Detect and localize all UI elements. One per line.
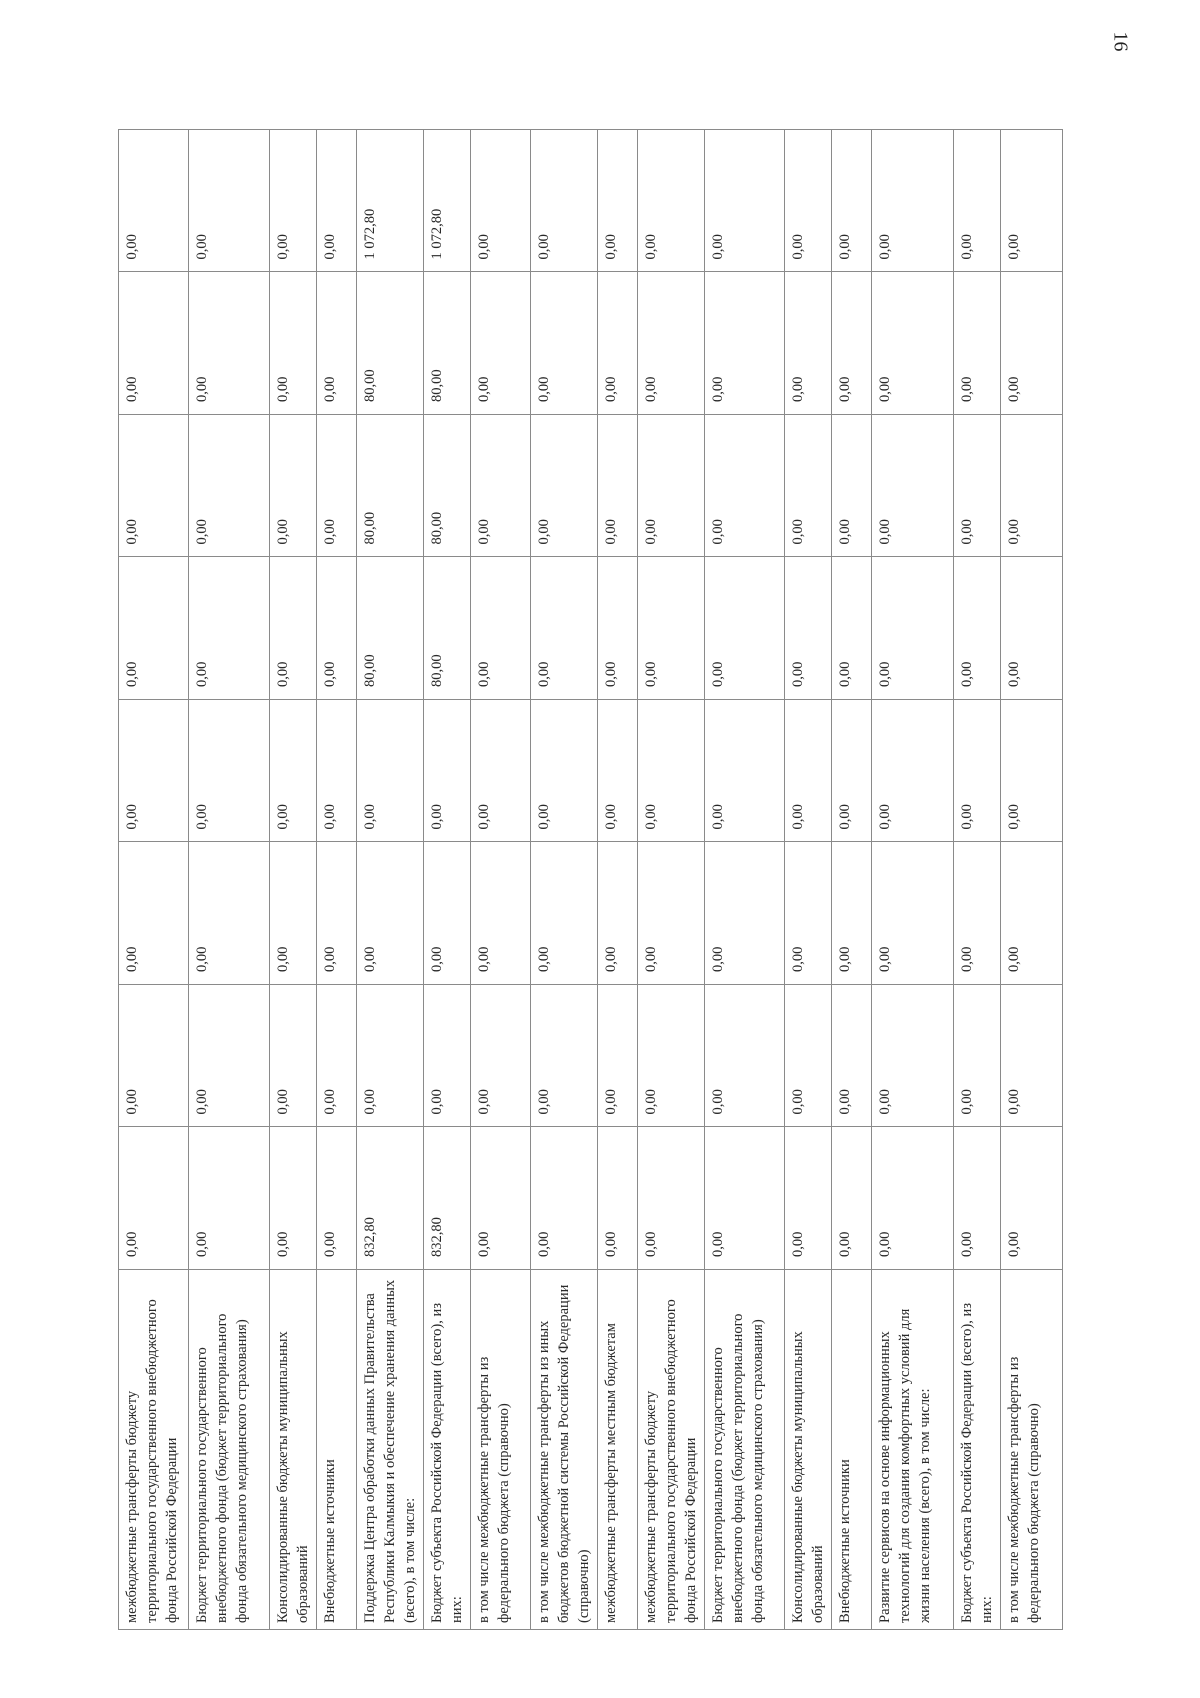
value-cell: 0,00: [189, 130, 270, 273]
value-cell: 0,00: [785, 985, 832, 1128]
value-cell: 0,00: [598, 985, 638, 1128]
value-cell: 0,00: [270, 1127, 317, 1270]
row-label: межбюджетные трансферты бюджету территориального государственного внебюджетного фонда Российской Федерации: [119, 1270, 189, 1630]
value-cell: 0,00: [1001, 272, 1063, 415]
row-label: межбюджетные трансферты бюджету территориального государственного внебюджетного фонда Российской Федерации: [638, 1270, 705, 1630]
value-cell: 80,00: [357, 557, 424, 700]
table-row: [317, 130, 357, 1630]
value-cell: 1 072,80: [357, 130, 424, 273]
value-cell: 80,00: [424, 557, 471, 700]
value-cell: 0,00: [189, 557, 270, 700]
value-cell: 0,00: [832, 557, 872, 700]
value-cell: 0,00: [119, 130, 189, 273]
value-cell: 0,00: [424, 700, 471, 843]
value-cell: 0,00: [189, 985, 270, 1128]
value-cell: 0,00: [954, 130, 1001, 273]
value-cell: 0,00: [119, 985, 189, 1128]
value-cell: 0,00: [189, 415, 270, 558]
value-cell: 0,00: [317, 1127, 357, 1270]
value-cell: 0,00: [471, 557, 531, 700]
value-cell: 0,00: [705, 1127, 785, 1270]
value-cell: 0,00: [357, 842, 424, 985]
row-label: Внебюджетные источники: [832, 1270, 872, 1630]
row-label: Поддержка Центра обработки данных Правительства Республики Калмыкия и обеспечение хранения данных (всего), в том числе:: [357, 1270, 424, 1630]
row-label: в том числе межбюджетные трансферты из иных бюджетов бюджетной системы Российской Федерации (справочно): [531, 1270, 598, 1630]
table-row: [189, 130, 270, 1630]
table-row: [785, 130, 832, 1630]
value-cell: 1 072,80: [424, 130, 471, 273]
value-cell: 0,00: [471, 842, 531, 985]
value-cell: 0,00: [705, 700, 785, 843]
table-row: [1001, 130, 1063, 1630]
budget-table: [118, 129, 1063, 1630]
value-cell: 0,00: [638, 985, 705, 1128]
value-cell: 0,00: [189, 842, 270, 985]
value-cell: 0,00: [705, 842, 785, 985]
value-cell: 0,00: [954, 985, 1001, 1128]
value-cell: 0,00: [872, 1127, 954, 1270]
value-cell: 0,00: [471, 130, 531, 273]
value-cell: 0,00: [424, 842, 471, 985]
value-cell: 0,00: [317, 130, 357, 273]
value-cell: 0,00: [598, 272, 638, 415]
value-cell: 0,00: [872, 985, 954, 1128]
value-cell: 0,00: [531, 272, 598, 415]
value-cell: 80,00: [357, 415, 424, 558]
value-cell: 0,00: [471, 272, 531, 415]
value-cell: 0,00: [317, 272, 357, 415]
row-label: Бюджет территориального государственного внебюджетного фонда (бюджет территориального фонда обязательного медицинского страхования): [189, 1270, 270, 1630]
value-cell: 0,00: [1001, 557, 1063, 700]
value-cell: 0,00: [638, 130, 705, 273]
table-row: [424, 130, 471, 1630]
value-cell: 0,00: [270, 557, 317, 700]
value-cell: 0,00: [832, 700, 872, 843]
page-number: 16: [1109, 31, 1132, 52]
value-cell: 0,00: [317, 415, 357, 558]
value-cell: 80,00: [424, 272, 471, 415]
value-cell: 0,00: [705, 557, 785, 700]
row-label: Внебюджетные источники: [317, 1270, 357, 1630]
value-cell: 0,00: [119, 700, 189, 843]
value-cell: 0,00: [189, 1127, 270, 1270]
value-cell: 0,00: [872, 130, 954, 273]
value-cell: 0,00: [638, 415, 705, 558]
value-cell: 0,00: [317, 842, 357, 985]
value-cell: 0,00: [832, 130, 872, 273]
value-cell: 0,00: [954, 842, 1001, 985]
value-cell: 0,00: [531, 130, 598, 273]
value-cell: 0,00: [531, 700, 598, 843]
value-cell: 0,00: [531, 985, 598, 1128]
value-cell: 0,00: [317, 985, 357, 1128]
table-row: [832, 130, 872, 1630]
value-cell: 0,00: [785, 415, 832, 558]
row-label: Консолидированные бюджеты муниципальных образований: [270, 1270, 317, 1630]
table-row: [471, 130, 531, 1630]
value-cell: 0,00: [872, 415, 954, 558]
value-cell: 0,00: [785, 272, 832, 415]
table-row: [531, 130, 598, 1630]
value-cell: 0,00: [1001, 130, 1063, 273]
value-cell: 0,00: [832, 1127, 872, 1270]
value-cell: 0,00: [270, 415, 317, 558]
value-cell: 0,00: [119, 557, 189, 700]
value-cell: 0,00: [357, 985, 424, 1128]
value-cell: 0,00: [471, 415, 531, 558]
row-label: Консолидированные бюджеты муниципальных образований: [785, 1270, 832, 1630]
table-row: [270, 130, 317, 1630]
value-cell: 0,00: [270, 130, 317, 273]
value-cell: 0,00: [832, 985, 872, 1128]
value-cell: 0,00: [1001, 1127, 1063, 1270]
value-cell: 0,00: [531, 842, 598, 985]
value-cell: 0,00: [785, 700, 832, 843]
value-cell: 0,00: [1001, 700, 1063, 843]
value-cell: 0,00: [119, 842, 189, 985]
value-cell: 0,00: [785, 130, 832, 273]
value-cell: 0,00: [357, 700, 424, 843]
row-label: Развитие сервисов на основе информационных технологий для создания комфортных условий для жизни населения (всего), в том числе:: [872, 1270, 954, 1630]
row-label: межбюджетные трансферты местным бюджетам: [598, 1270, 638, 1630]
value-cell: 0,00: [531, 415, 598, 558]
value-cell: 0,00: [954, 272, 1001, 415]
value-cell: 0,00: [270, 700, 317, 843]
value-cell: 0,00: [471, 1127, 531, 1270]
value-cell: 0,00: [954, 700, 1001, 843]
row-label: Бюджет территориального государственного внебюджетного фонда (бюджет территориального фонда обязательного медицинского страхования): [705, 1270, 785, 1630]
table-row: [638, 130, 705, 1630]
value-cell: 0,00: [705, 272, 785, 415]
value-cell: 0,00: [638, 557, 705, 700]
rotated-table-wrapper: [118, 130, 1098, 1630]
value-cell: 0,00: [638, 272, 705, 415]
row-label: Бюджет субъекта Российской Федерации (всего), из них:: [424, 1270, 471, 1630]
row-label: Бюджет субъекта Российской Федерации (всего), из них:: [954, 1270, 1001, 1630]
value-cell: 0,00: [1001, 415, 1063, 558]
value-cell: 0,00: [954, 1127, 1001, 1270]
value-cell: 0,00: [270, 272, 317, 415]
value-cell: 0,00: [705, 985, 785, 1128]
value-cell: 80,00: [357, 272, 424, 415]
value-cell: 0,00: [189, 700, 270, 843]
value-cell: 0,00: [189, 272, 270, 415]
value-cell: 0,00: [317, 557, 357, 700]
value-cell: 0,00: [1001, 842, 1063, 985]
value-cell: 0,00: [598, 842, 638, 985]
value-cell: 0,00: [954, 557, 1001, 700]
value-cell: 0,00: [705, 415, 785, 558]
value-cell: 0,00: [471, 985, 531, 1128]
table-row: [705, 130, 785, 1630]
value-cell: 0,00: [638, 842, 705, 985]
value-cell: 832,80: [424, 1127, 471, 1270]
value-cell: 0,00: [872, 272, 954, 415]
value-cell: 0,00: [471, 700, 531, 843]
value-cell: 0,00: [872, 700, 954, 843]
value-cell: 0,00: [598, 700, 638, 843]
row-label: в том числе межбюджетные трансферты из федерального бюджета (справочно): [1001, 1270, 1063, 1630]
value-cell: 0,00: [424, 985, 471, 1128]
value-cell: 0,00: [317, 700, 357, 843]
value-cell: 80,00: [424, 415, 471, 558]
budget-table-body: [119, 130, 1063, 1630]
value-cell: 0,00: [598, 557, 638, 700]
value-cell: 0,00: [119, 272, 189, 415]
value-cell: 0,00: [638, 1127, 705, 1270]
value-cell: 0,00: [598, 130, 638, 273]
value-cell: 0,00: [705, 130, 785, 273]
value-cell: 0,00: [1001, 985, 1063, 1128]
value-cell: 0,00: [954, 415, 1001, 558]
value-cell: 832,80: [357, 1127, 424, 1270]
value-cell: 0,00: [785, 842, 832, 985]
value-cell: 0,00: [872, 842, 954, 985]
table-row: [954, 130, 1001, 1630]
table-row: [598, 130, 638, 1630]
table-row: [357, 130, 424, 1630]
row-label: в том числе межбюджетные трансферты из федерального бюджета (справочно): [471, 1270, 531, 1630]
value-cell: 0,00: [119, 1127, 189, 1270]
value-cell: 0,00: [119, 415, 189, 558]
value-cell: 0,00: [832, 842, 872, 985]
value-cell: 0,00: [832, 415, 872, 558]
value-cell: 0,00: [872, 557, 954, 700]
value-cell: 0,00: [785, 1127, 832, 1270]
table-row: [119, 130, 189, 1630]
value-cell: 0,00: [270, 985, 317, 1128]
value-cell: 0,00: [832, 272, 872, 415]
value-cell: 0,00: [638, 700, 705, 843]
value-cell: 0,00: [598, 415, 638, 558]
value-cell: 0,00: [785, 557, 832, 700]
value-cell: 0,00: [531, 557, 598, 700]
value-cell: 0,00: [598, 1127, 638, 1270]
value-cell: 0,00: [531, 1127, 598, 1270]
table-row: [872, 130, 954, 1630]
value-cell: 0,00: [270, 842, 317, 985]
